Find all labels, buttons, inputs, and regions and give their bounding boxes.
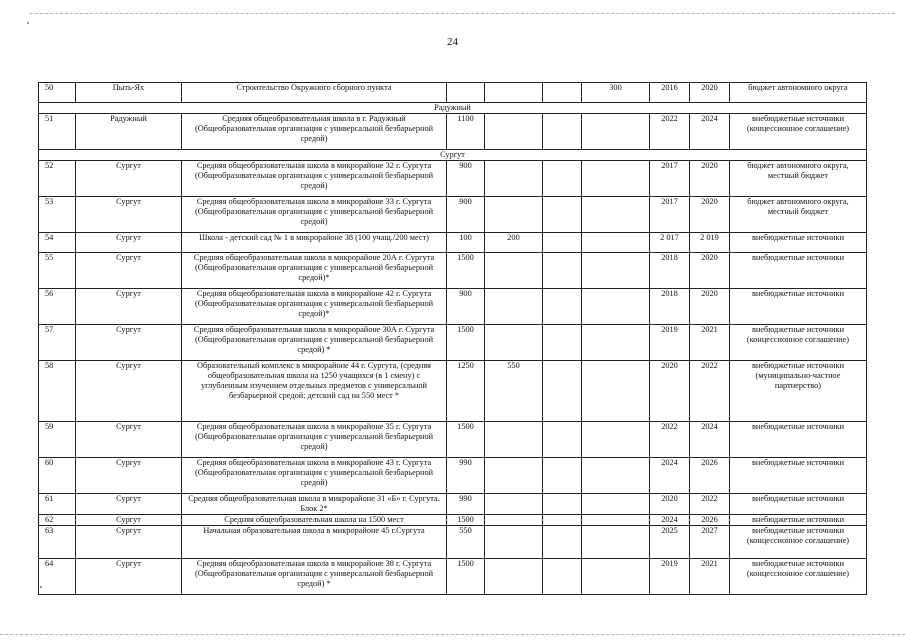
- table-row: [39, 83, 867, 103]
- start-year-cell: 2024: [650, 515, 690, 526]
- empty-cell: [543, 197, 582, 233]
- start-year-cell: 2022: [650, 114, 690, 150]
- city-cell: Сургут: [76, 253, 182, 289]
- construction-objects-table: [38, 82, 867, 595]
- table-row: [39, 559, 867, 595]
- places-cell: 1500: [447, 253, 485, 289]
- places-extra-cell: 200: [485, 233, 543, 253]
- funding-source-cell: внебюджетные источники: [730, 289, 867, 325]
- places-extra-cell: [485, 114, 543, 150]
- table-row: [39, 458, 867, 494]
- funding-source-cell: внебюджетные источники: [730, 458, 867, 494]
- city-cell: Сургут: [76, 526, 182, 559]
- funding-source-cell: внебюджетные источники (концессионное соглашение): [730, 325, 867, 361]
- object-name-cell: Строительство Окружного сборного пункта: [182, 83, 447, 103]
- row-number: 61: [39, 494, 76, 515]
- capacity-cell: [582, 494, 650, 515]
- capacity-cell: [582, 161, 650, 197]
- capacity-cell: [582, 233, 650, 253]
- funding-source-cell: бюджет автономного округа, местный бюджет: [730, 197, 867, 233]
- places-cell: 1500: [447, 325, 485, 361]
- funding-source-cell: внебюджетные источники (концессионное соглашение): [730, 526, 867, 559]
- end-year-cell: 2020: [690, 289, 730, 325]
- places-extra-cell: [485, 526, 543, 559]
- capacity-cell: [582, 289, 650, 325]
- end-year-cell: 2024: [690, 114, 730, 150]
- object-name-cell: Образовательный комплекс в микрорайоне 44 г. Сургута, (средняя общеобразовательная школа на 1250 учащихся (в 1 смену) с углубленным изучением отдельных предметов с универсальной безбарьерной средой; детский сад на 550 мест *: [182, 361, 447, 422]
- places-extra-cell: [485, 83, 543, 103]
- places-extra-cell: 550: [485, 361, 543, 422]
- empty-cell: [543, 83, 582, 103]
- start-year-cell: 2018: [650, 253, 690, 289]
- object-name-cell: Средняя общеобразовательная школа в микрорайоне 20А г. Сургута (Общеобразовательная организация с универсальной безбарьерной средой)*: [182, 253, 447, 289]
- end-year-cell: 2021: [690, 325, 730, 361]
- table-row: [39, 114, 867, 150]
- capacity-cell: [582, 559, 650, 595]
- section-title: Сургут: [39, 150, 867, 161]
- places-cell: 1500: [447, 559, 485, 595]
- funding-source-cell: бюджет автономного округа: [730, 83, 867, 103]
- places-cell: 100: [447, 233, 485, 253]
- capacity-cell: [582, 361, 650, 422]
- end-year-cell: 2020: [690, 197, 730, 233]
- places-cell: 990: [447, 494, 485, 515]
- object-name-cell: Средняя общеобразовательная школа в микрорайоне 33 г. Сургута (Общеобразовательная организация с универсальной безбарьерной средой): [182, 197, 447, 233]
- scan-speck: [27, 22, 29, 24]
- start-year-cell: 2 017: [650, 233, 690, 253]
- row-number: 60: [39, 458, 76, 494]
- page-number: 24: [447, 36, 458, 48]
- funding-source-cell: внебюджетные источники: [730, 422, 867, 458]
- row-number: 54: [39, 233, 76, 253]
- end-year-cell: 2026: [690, 458, 730, 494]
- places-extra-cell: [485, 197, 543, 233]
- end-year-cell: 2026: [690, 515, 730, 526]
- section-row: [39, 150, 867, 161]
- table-row: [39, 197, 867, 233]
- end-year-cell: 2027: [690, 526, 730, 559]
- funding-source-cell: внебюджетные источники: [730, 515, 867, 526]
- object-name-cell: Средняя общеобразовательная школа в микрорайоне 31 «Б» г. Сургута. Блок 2*: [182, 494, 447, 515]
- row-number: 59: [39, 422, 76, 458]
- end-year-cell: 2020: [690, 253, 730, 289]
- empty-cell: [543, 515, 582, 526]
- start-year-cell: 2022: [650, 422, 690, 458]
- start-year-cell: 2020: [650, 494, 690, 515]
- scan-edge-bottom: [0, 634, 905, 635]
- section-row: [39, 103, 867, 114]
- end-year-cell: 2 019: [690, 233, 730, 253]
- capacity-cell: [582, 458, 650, 494]
- table-row: [39, 289, 867, 325]
- places-cell: [447, 83, 485, 103]
- table-row: [39, 422, 867, 458]
- places-cell: 900: [447, 197, 485, 233]
- capacity-cell: [582, 197, 650, 233]
- table-row: [39, 494, 867, 515]
- row-number: 56: [39, 289, 76, 325]
- start-year-cell: 2020: [650, 361, 690, 422]
- row-number: 55: [39, 253, 76, 289]
- scan-edge-top: [30, 13, 895, 14]
- city-cell: Сургут: [76, 233, 182, 253]
- places-cell: 900: [447, 161, 485, 197]
- funding-source-cell: внебюджетные источники: [730, 233, 867, 253]
- places-extra-cell: [485, 494, 543, 515]
- capacity-cell: [582, 114, 650, 150]
- empty-cell: [543, 233, 582, 253]
- table-row: [39, 325, 867, 361]
- table-row: [39, 515, 867, 526]
- city-cell: Сургут: [76, 559, 182, 595]
- start-year-cell: 2024: [650, 458, 690, 494]
- city-cell: Сургут: [76, 422, 182, 458]
- table-row: [39, 253, 867, 289]
- row-number: 52: [39, 161, 76, 197]
- end-year-cell: 2021: [690, 559, 730, 595]
- end-year-cell: 2020: [690, 83, 730, 103]
- row-number: 53: [39, 197, 76, 233]
- start-year-cell: 2018: [650, 289, 690, 325]
- section-title: Радужный: [39, 103, 867, 114]
- table-row: [39, 526, 867, 559]
- city-cell: Сургут: [76, 361, 182, 422]
- empty-cell: [543, 458, 582, 494]
- funding-source-cell: бюджет автономного округа, местный бюджет: [730, 161, 867, 197]
- object-name-cell: Средняя общеобразовательная школа в микрорайоне 35 г. Сургута (Общеобразовательная организация с универсальной безбарьерной средой): [182, 422, 447, 458]
- table-row: [39, 233, 867, 253]
- row-number: 57: [39, 325, 76, 361]
- city-cell: Сургут: [76, 458, 182, 494]
- capacity-cell: [582, 325, 650, 361]
- object-name-cell: Начальная образовательная школа в микрорайоне 45 г.Сургута: [182, 526, 447, 559]
- city-cell: Сургут: [76, 494, 182, 515]
- empty-cell: [543, 494, 582, 515]
- places-cell: 550: [447, 526, 485, 559]
- end-year-cell: 2024: [690, 422, 730, 458]
- funding-source-cell: внебюджетные источники (муниципально-частное партнерство): [730, 361, 867, 422]
- start-year-cell: 2025: [650, 526, 690, 559]
- places-cell: 990: [447, 458, 485, 494]
- empty-cell: [543, 422, 582, 458]
- start-year-cell: 2019: [650, 325, 690, 361]
- empty-cell: [543, 114, 582, 150]
- empty-cell: [543, 161, 582, 197]
- start-year-cell: 2019: [650, 559, 690, 595]
- empty-cell: [543, 325, 582, 361]
- end-year-cell: 2022: [690, 494, 730, 515]
- places-cell: 1250: [447, 361, 485, 422]
- capacity-cell: [582, 515, 650, 526]
- places-cell: 900: [447, 289, 485, 325]
- city-cell: Сургут: [76, 515, 182, 526]
- places-extra-cell: [485, 289, 543, 325]
- city-cell: Радужный: [76, 114, 182, 150]
- city-cell: Пыть-Ях: [76, 83, 182, 103]
- object-name-cell: Средняя общеобразовательная школа в микрорайоне 30А г. Сургута (Общеобразовательная организация с универсальной безбарьерной средой) *: [182, 325, 447, 361]
- funding-source-cell: внебюджетные источники (концессионное соглашение): [730, 559, 867, 595]
- capacity-cell: 300: [582, 83, 650, 103]
- places-cell: 1500: [447, 515, 485, 526]
- city-cell: Сургут: [76, 325, 182, 361]
- row-number: 51: [39, 114, 76, 150]
- capacity-cell: [582, 526, 650, 559]
- empty-cell: [543, 289, 582, 325]
- city-cell: Сургут: [76, 289, 182, 325]
- places-extra-cell: [485, 422, 543, 458]
- funding-source-cell: внебюджетные источники (концессионное соглашение): [730, 114, 867, 150]
- empty-cell: [543, 253, 582, 289]
- start-year-cell: 2017: [650, 197, 690, 233]
- object-name-cell: Средняя общеобразовательная школа в микрорайоне 43 г. Сургута (Общеобразовательная организация с универсальной безбарьерной средой): [182, 458, 447, 494]
- object-name-cell: Средняя общеобразовательная школа на 1500 мест: [182, 515, 447, 526]
- object-name-cell: Средняя общеобразовательная школа в микрорайоне 32 г. Сургута (Общеобразовательная организация с универсальной безбарьерной средой): [182, 161, 447, 197]
- end-year-cell: 2022: [690, 361, 730, 422]
- capacity-cell: [582, 253, 650, 289]
- object-name-cell: Школа - детский сад № 1 в микрорайоне 38 (100 учащ./200 мест): [182, 233, 447, 253]
- row-number: 62: [39, 515, 76, 526]
- empty-cell: [543, 526, 582, 559]
- start-year-cell: 2016: [650, 83, 690, 103]
- row-number: 58: [39, 361, 76, 422]
- empty-cell: [543, 559, 582, 595]
- start-year-cell: 2017: [650, 161, 690, 197]
- end-year-cell: 2020: [690, 161, 730, 197]
- city-cell: Сургут: [76, 161, 182, 197]
- places-extra-cell: [485, 253, 543, 289]
- funding-source-cell: внебюджетные источники: [730, 253, 867, 289]
- places-extra-cell: [485, 161, 543, 197]
- places-extra-cell: [485, 559, 543, 595]
- row-number: 50: [39, 83, 76, 103]
- funding-source-cell: внебюджетные источники: [730, 494, 867, 515]
- table-row: [39, 161, 867, 197]
- object-name-cell: Средняя общеобразовательная школа в микрорайоне 42 г. Сургута (Общеобразовательная организация с универсальной безбарьерной средой)*: [182, 289, 447, 325]
- capacity-cell: [582, 422, 650, 458]
- places-cell: 1100: [447, 114, 485, 150]
- empty-cell: [543, 361, 582, 422]
- object-name-cell: Средняя общеобразовательная школа в г. Радужный (Общеобразовательная организация с универсальной безбарьерной средой): [182, 114, 447, 150]
- places-cell: 1500: [447, 422, 485, 458]
- table-row: [39, 361, 867, 422]
- row-number: 63: [39, 526, 76, 559]
- places-extra-cell: [485, 458, 543, 494]
- places-extra-cell: [485, 515, 543, 526]
- places-extra-cell: [485, 325, 543, 361]
- row-number: 64: [39, 559, 76, 595]
- city-cell: Сургут: [76, 197, 182, 233]
- object-name-cell: Средняя общеобразовательная школа в микрорайоне 38 г. Сургута (Общеобразовательная организация с универсальной безбарьерной средой) *: [182, 559, 447, 595]
